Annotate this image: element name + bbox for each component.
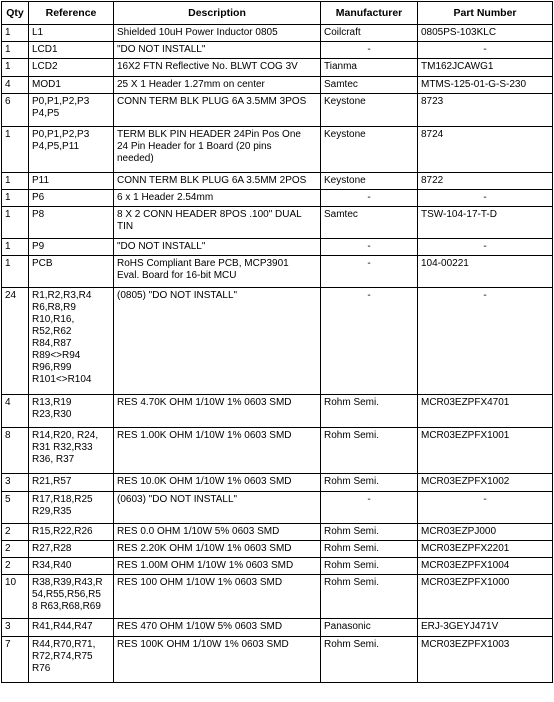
reference-cell [29, 541, 114, 558]
part-number-cell-text: MCR03EZPFX2201 [421, 543, 510, 554]
manufacturer-cell-text: Rohm Semi. [324, 430, 380, 441]
description-cell [114, 395, 321, 428]
manufacturer-cell [321, 575, 418, 619]
manufacturer-cell-text: Rohm Semi. [324, 560, 380, 571]
qty-cell-text: 1 [5, 241, 11, 252]
description-cell [114, 619, 321, 637]
description-cell [114, 288, 321, 395]
part-number-cell [418, 127, 553, 173]
table-row [2, 94, 553, 127]
table-row [2, 619, 553, 637]
reference-cell-text: R38,R39,R43,R 54,R55,R56,R5 8 R63,R68,R69 [32, 577, 103, 612]
manufacturer-cell-text: Rohm Semi. [324, 397, 380, 408]
description-cell-text: 16X2 FTN Reflective No. BLWT COG 3V [117, 61, 298, 72]
part-number-cell-text: MCR03EZPFX1000 [421, 577, 510, 588]
manufacturer-cell [321, 59, 418, 77]
manufacturer-cell-text: Samtec [324, 209, 358, 220]
reference-cell [29, 575, 114, 619]
header-row [2, 2, 553, 25]
qty-cell-text: 4 [5, 397, 11, 408]
header-part-number: Part Number [418, 2, 553, 25]
description-cell [114, 474, 321, 492]
qty-cell [2, 288, 29, 395]
part-number-cell [418, 541, 553, 558]
qty-cell [2, 256, 29, 288]
manufacturer-cell [321, 558, 418, 575]
manufacturer-cell-text: - [367, 258, 371, 269]
description-cell-text: "DO NOT INSTALL" [117, 44, 206, 55]
reference-cell [29, 395, 114, 428]
reference-cell-text: R1,R2,R3,R4 R6,R8,R9 R10,R16, R52,R62 R84,R87 R89<>R94 R96,R99 R101<>R104 [32, 290, 92, 385]
part-number-cell [418, 474, 553, 492]
table-row [2, 524, 553, 541]
qty-cell-text: 10 [5, 577, 17, 588]
manufacturer-cell [321, 619, 418, 637]
table-row [2, 637, 553, 683]
description-cell [114, 239, 321, 256]
manufacturer-cell-text: - [367, 290, 371, 301]
table-row [2, 428, 553, 474]
qty-cell-text: 3 [5, 621, 11, 632]
reference-cell-text: P9 [32, 241, 45, 252]
qty-cell-text: 8 [5, 430, 11, 441]
qty-cell-text: 5 [5, 494, 11, 505]
part-number-cell-text: ERJ-3GEYJ471V [421, 621, 499, 632]
table-row [2, 256, 553, 288]
manufacturer-cell-text: - [367, 192, 371, 203]
description-cell-text: RES 470 OHM 1/10W 5% 0603 SMD [117, 621, 283, 632]
reference-cell-text: L1 [32, 27, 44, 38]
manufacturer-cell-text: Keystone [324, 175, 366, 186]
description-cell-text: CONN TERM BLK PLUG 6A 3.5MM 3POS [117, 96, 307, 107]
manufacturer-cell [321, 637, 418, 683]
table-row [2, 541, 553, 558]
qty-cell-text: 7 [5, 639, 11, 650]
manufacturer-cell-text: - [367, 44, 371, 55]
description-cell-text: RES 1.00K OHM 1/10W 1% 0603 SMD [117, 430, 292, 441]
qty-cell-text: 1 [5, 209, 11, 220]
table-row [2, 239, 553, 256]
description-cell-text: RES 100K OHM 1/10W 1% 0603 SMD [117, 639, 289, 650]
manufacturer-cell-text: Keystone [324, 96, 366, 107]
table-row [2, 558, 553, 575]
table-row [2, 288, 553, 395]
reference-cell [29, 619, 114, 637]
qty-cell-text: 1 [5, 129, 11, 140]
qty-cell [2, 190, 29, 207]
part-number-cell [418, 256, 553, 288]
reference-cell-text: R34,R40 [32, 560, 72, 571]
manufacturer-cell [321, 77, 418, 94]
manufacturer-cell [321, 173, 418, 190]
manufacturer-cell-text: Rohm Semi. [324, 476, 380, 487]
manufacturer-cell-text: Rohm Semi. [324, 639, 380, 650]
part-number-cell-text: MCR03EZPFX1001 [421, 430, 510, 441]
description-cell [114, 25, 321, 42]
part-number-cell-text: 0805PS-103KLC [421, 27, 497, 38]
manufacturer-cell [321, 395, 418, 428]
qty-cell [2, 637, 29, 683]
description-cell-text: 6 x 1 Header 2.54mm [117, 192, 214, 203]
table-row [2, 207, 553, 239]
description-cell [114, 256, 321, 288]
reference-cell [29, 77, 114, 94]
part-number-cell-text: TSW-104-17-T-D [421, 209, 497, 220]
part-number-cell [418, 428, 553, 474]
description-cell-text: RES 1.00M OHM 1/10W 1% 0603 SMD [117, 560, 294, 571]
part-number-cell [418, 59, 553, 77]
part-number-cell-text: MCR03EZPFX1002 [421, 476, 510, 487]
manufacturer-cell [321, 288, 418, 395]
reference-cell-text: P8 [32, 209, 45, 220]
description-cell-text: RES 2.20K OHM 1/10W 1% 0603 SMD [117, 543, 292, 554]
table-row [2, 395, 553, 428]
table-row [2, 575, 553, 619]
part-number-cell [418, 619, 553, 637]
reference-cell [29, 558, 114, 575]
table-row [2, 59, 553, 77]
description-cell-text: RES 100 OHM 1/10W 1% 0603 SMD [117, 577, 283, 588]
qty-cell-text: 2 [5, 543, 11, 554]
reference-cell-text: P0,P1,P2,P3 P4,P5 [32, 96, 90, 119]
table-row [2, 492, 553, 524]
reference-cell [29, 127, 114, 173]
manufacturer-cell [321, 492, 418, 524]
manufacturer-cell [321, 524, 418, 541]
part-number-cell [418, 25, 553, 42]
manufacturer-cell [321, 94, 418, 127]
part-number-cell [418, 524, 553, 541]
qty-cell [2, 474, 29, 492]
part-number-cell [418, 173, 553, 190]
part-number-cell-text: 8723 [421, 96, 444, 107]
description-cell [114, 428, 321, 474]
qty-cell [2, 59, 29, 77]
description-cell-text: TERM BLK PIN HEADER 24Pin Pos One 24 Pin Header for 1 Board (20 pins needed) [117, 129, 301, 164]
reference-cell-text: P0,P1,P2,P3 P4,P5,P11 [32, 129, 90, 152]
reference-cell-text: P6 [32, 192, 45, 203]
manufacturer-cell-text: Panasonic [324, 621, 371, 632]
description-cell [114, 637, 321, 683]
manufacturer-cell [321, 127, 418, 173]
part-number-cell-text: - [483, 44, 487, 55]
description-cell-text: 25 X 1 Header 1.27mm on center [117, 79, 265, 90]
bom-body [2, 25, 553, 683]
reference-cell [29, 637, 114, 683]
qty-cell [2, 541, 29, 558]
qty-cell [2, 207, 29, 239]
qty-cell [2, 428, 29, 474]
manufacturer-cell-text: Rohm Semi. [324, 543, 380, 554]
table-row [2, 474, 553, 492]
description-cell-text: 8 X 2 CONN HEADER 8POS .100" DUAL TIN [117, 209, 302, 232]
reference-cell [29, 239, 114, 256]
reference-cell [29, 173, 114, 190]
description-cell [114, 77, 321, 94]
part-number-cell-text: 104-00221 [421, 258, 469, 269]
reference-cell-text: R44,R70,R71, R72,R74,R75 R76 [32, 639, 96, 674]
qty-cell [2, 492, 29, 524]
qty-cell [2, 42, 29, 59]
table-row [2, 190, 553, 207]
table-row [2, 25, 553, 42]
part-number-cell [418, 395, 553, 428]
part-number-cell-text: MCR03EZPFX4701 [421, 397, 510, 408]
header-reference: Reference [29, 2, 114, 25]
manufacturer-cell [321, 256, 418, 288]
manufacturer-cell-text: Tianma [324, 61, 357, 72]
manufacturer-cell [321, 190, 418, 207]
part-number-cell-text: - [483, 290, 487, 301]
reference-cell [29, 207, 114, 239]
part-number-cell [418, 77, 553, 94]
part-number-cell [418, 94, 553, 127]
reference-cell-text: P11 [32, 175, 50, 186]
qty-cell-text: 1 [5, 61, 11, 72]
reference-cell [29, 256, 114, 288]
part-number-cell-text: MCR03EZPJ000 [421, 526, 497, 537]
description-cell [114, 524, 321, 541]
reference-cell [29, 59, 114, 77]
description-cell [114, 575, 321, 619]
manufacturer-cell [321, 239, 418, 256]
description-cell [114, 207, 321, 239]
reference-cell-text: R21,R57 [32, 476, 72, 487]
qty-cell [2, 575, 29, 619]
reference-cell [29, 190, 114, 207]
table-row [2, 77, 553, 94]
part-number-cell [418, 558, 553, 575]
manufacturer-cell [321, 428, 418, 474]
qty-cell [2, 524, 29, 541]
qty-cell-text: 1 [5, 44, 11, 55]
reference-cell-text: R17,R18,R25 R29,R35 [32, 494, 93, 517]
manufacturer-cell [321, 25, 418, 42]
description-cell [114, 127, 321, 173]
part-number-cell-text: 8722 [421, 175, 444, 186]
part-number-cell [418, 42, 553, 59]
description-cell-text: "DO NOT INSTALL" [117, 241, 206, 252]
part-number-cell [418, 492, 553, 524]
reference-cell-text: R15,R22,R26 [32, 526, 93, 537]
manufacturer-cell-text: Keystone [324, 129, 366, 140]
qty-cell-text: 4 [5, 79, 11, 90]
table-row [2, 42, 553, 59]
part-number-cell-text: - [483, 241, 487, 252]
qty-cell-text: 1 [5, 192, 11, 203]
reference-cell-text: LCD1 [32, 44, 58, 55]
description-cell [114, 59, 321, 77]
qty-cell [2, 619, 29, 637]
part-number-cell-text: MCR03EZPFX1004 [421, 560, 510, 571]
manufacturer-cell-text: - [367, 241, 371, 252]
reference-cell [29, 524, 114, 541]
description-cell-text: RES 0.0 OHM 1/10W 5% 0603 SMD [117, 526, 280, 537]
part-number-cell [418, 288, 553, 395]
reference-cell [29, 288, 114, 395]
reference-cell [29, 42, 114, 59]
qty-cell [2, 239, 29, 256]
qty-cell [2, 558, 29, 575]
qty-cell-text: 1 [5, 258, 11, 269]
part-number-cell [418, 637, 553, 683]
qty-cell-text: 24 [5, 290, 17, 301]
reference-cell [29, 474, 114, 492]
manufacturer-cell-text: Coilcraft [324, 27, 361, 38]
qty-cell-text: 2 [5, 560, 11, 571]
qty-cell [2, 127, 29, 173]
part-number-cell-text: MCR03EZPFX1003 [421, 639, 510, 650]
table-row [2, 173, 553, 190]
manufacturer-cell-text: - [367, 494, 371, 505]
part-number-cell [418, 190, 553, 207]
part-number-cell [418, 575, 553, 619]
manufacturer-cell-text: Rohm Semi. [324, 526, 380, 537]
manufacturer-cell [321, 207, 418, 239]
description-cell [114, 42, 321, 59]
part-number-cell-text: TM162JCAWG1 [421, 61, 494, 72]
reference-cell-text: MOD1 [32, 79, 61, 90]
manufacturer-cell-text: Samtec [324, 79, 358, 90]
header-manufacturer: Manufacturer [321, 2, 418, 25]
part-number-cell [418, 207, 553, 239]
part-number-cell-text: - [483, 192, 487, 203]
description-cell [114, 492, 321, 524]
description-cell-text: RES 10.0K OHM 1/10W 1% 0603 SMD [117, 476, 292, 487]
description-cell [114, 190, 321, 207]
qty-cell [2, 25, 29, 42]
qty-cell-text: 1 [5, 175, 11, 186]
description-cell-text: RES 4.70K OHM 1/10W 1% 0603 SMD [117, 397, 292, 408]
header-description: Description [114, 2, 321, 25]
manufacturer-cell-text: Rohm Semi. [324, 577, 380, 588]
description-cell-text: Shielded 10uH Power Inductor 0805 [117, 27, 278, 38]
manufacturer-cell [321, 541, 418, 558]
qty-cell-text: 3 [5, 476, 11, 487]
description-cell [114, 173, 321, 190]
manufacturer-cell [321, 474, 418, 492]
description-cell [114, 541, 321, 558]
qty-cell [2, 77, 29, 94]
qty-cell-text: 6 [5, 96, 11, 107]
bom-table [1, 1, 553, 683]
reference-cell [29, 428, 114, 474]
qty-cell [2, 395, 29, 428]
reference-cell-text: PCB [32, 258, 53, 269]
reference-cell [29, 492, 114, 524]
reference-cell-text: LCD2 [32, 61, 58, 72]
description-cell-text: (0603) "DO NOT INSTALL" [117, 494, 238, 505]
reference-cell-text: R27,R28 [32, 543, 72, 554]
header-qty: Qty [2, 2, 29, 25]
description-cell-text: (0805) "DO NOT INSTALL" [117, 290, 238, 301]
part-number-cell-text: MTMS-125-01-G-S-230 [421, 79, 527, 90]
qty-cell [2, 94, 29, 127]
manufacturer-cell [321, 42, 418, 59]
description-cell-text: RoHS Compliant Bare PCB, MCP3901 Eval. Board for 16-bit MCU [117, 258, 289, 281]
qty-cell [2, 173, 29, 190]
part-number-cell [418, 239, 553, 256]
description-cell-text: CONN TERM BLK PLUG 6A 3.5MM 2POS [117, 175, 307, 186]
description-cell [114, 558, 321, 575]
qty-cell-text: 1 [5, 27, 11, 38]
reference-cell-text: R13,R19 R23,R30 [32, 397, 72, 420]
reference-cell-text: R41,R44,R47 [32, 621, 93, 632]
reference-cell-text: R14,R20, R24, R31 R32,R33 R36, R37 [32, 430, 99, 465]
qty-cell-text: 2 [5, 526, 11, 537]
reference-cell [29, 25, 114, 42]
part-number-cell-text: - [483, 494, 487, 505]
part-number-cell-text: 8724 [421, 129, 444, 140]
table-row [2, 127, 553, 173]
reference-cell [29, 94, 114, 127]
description-cell [114, 94, 321, 127]
